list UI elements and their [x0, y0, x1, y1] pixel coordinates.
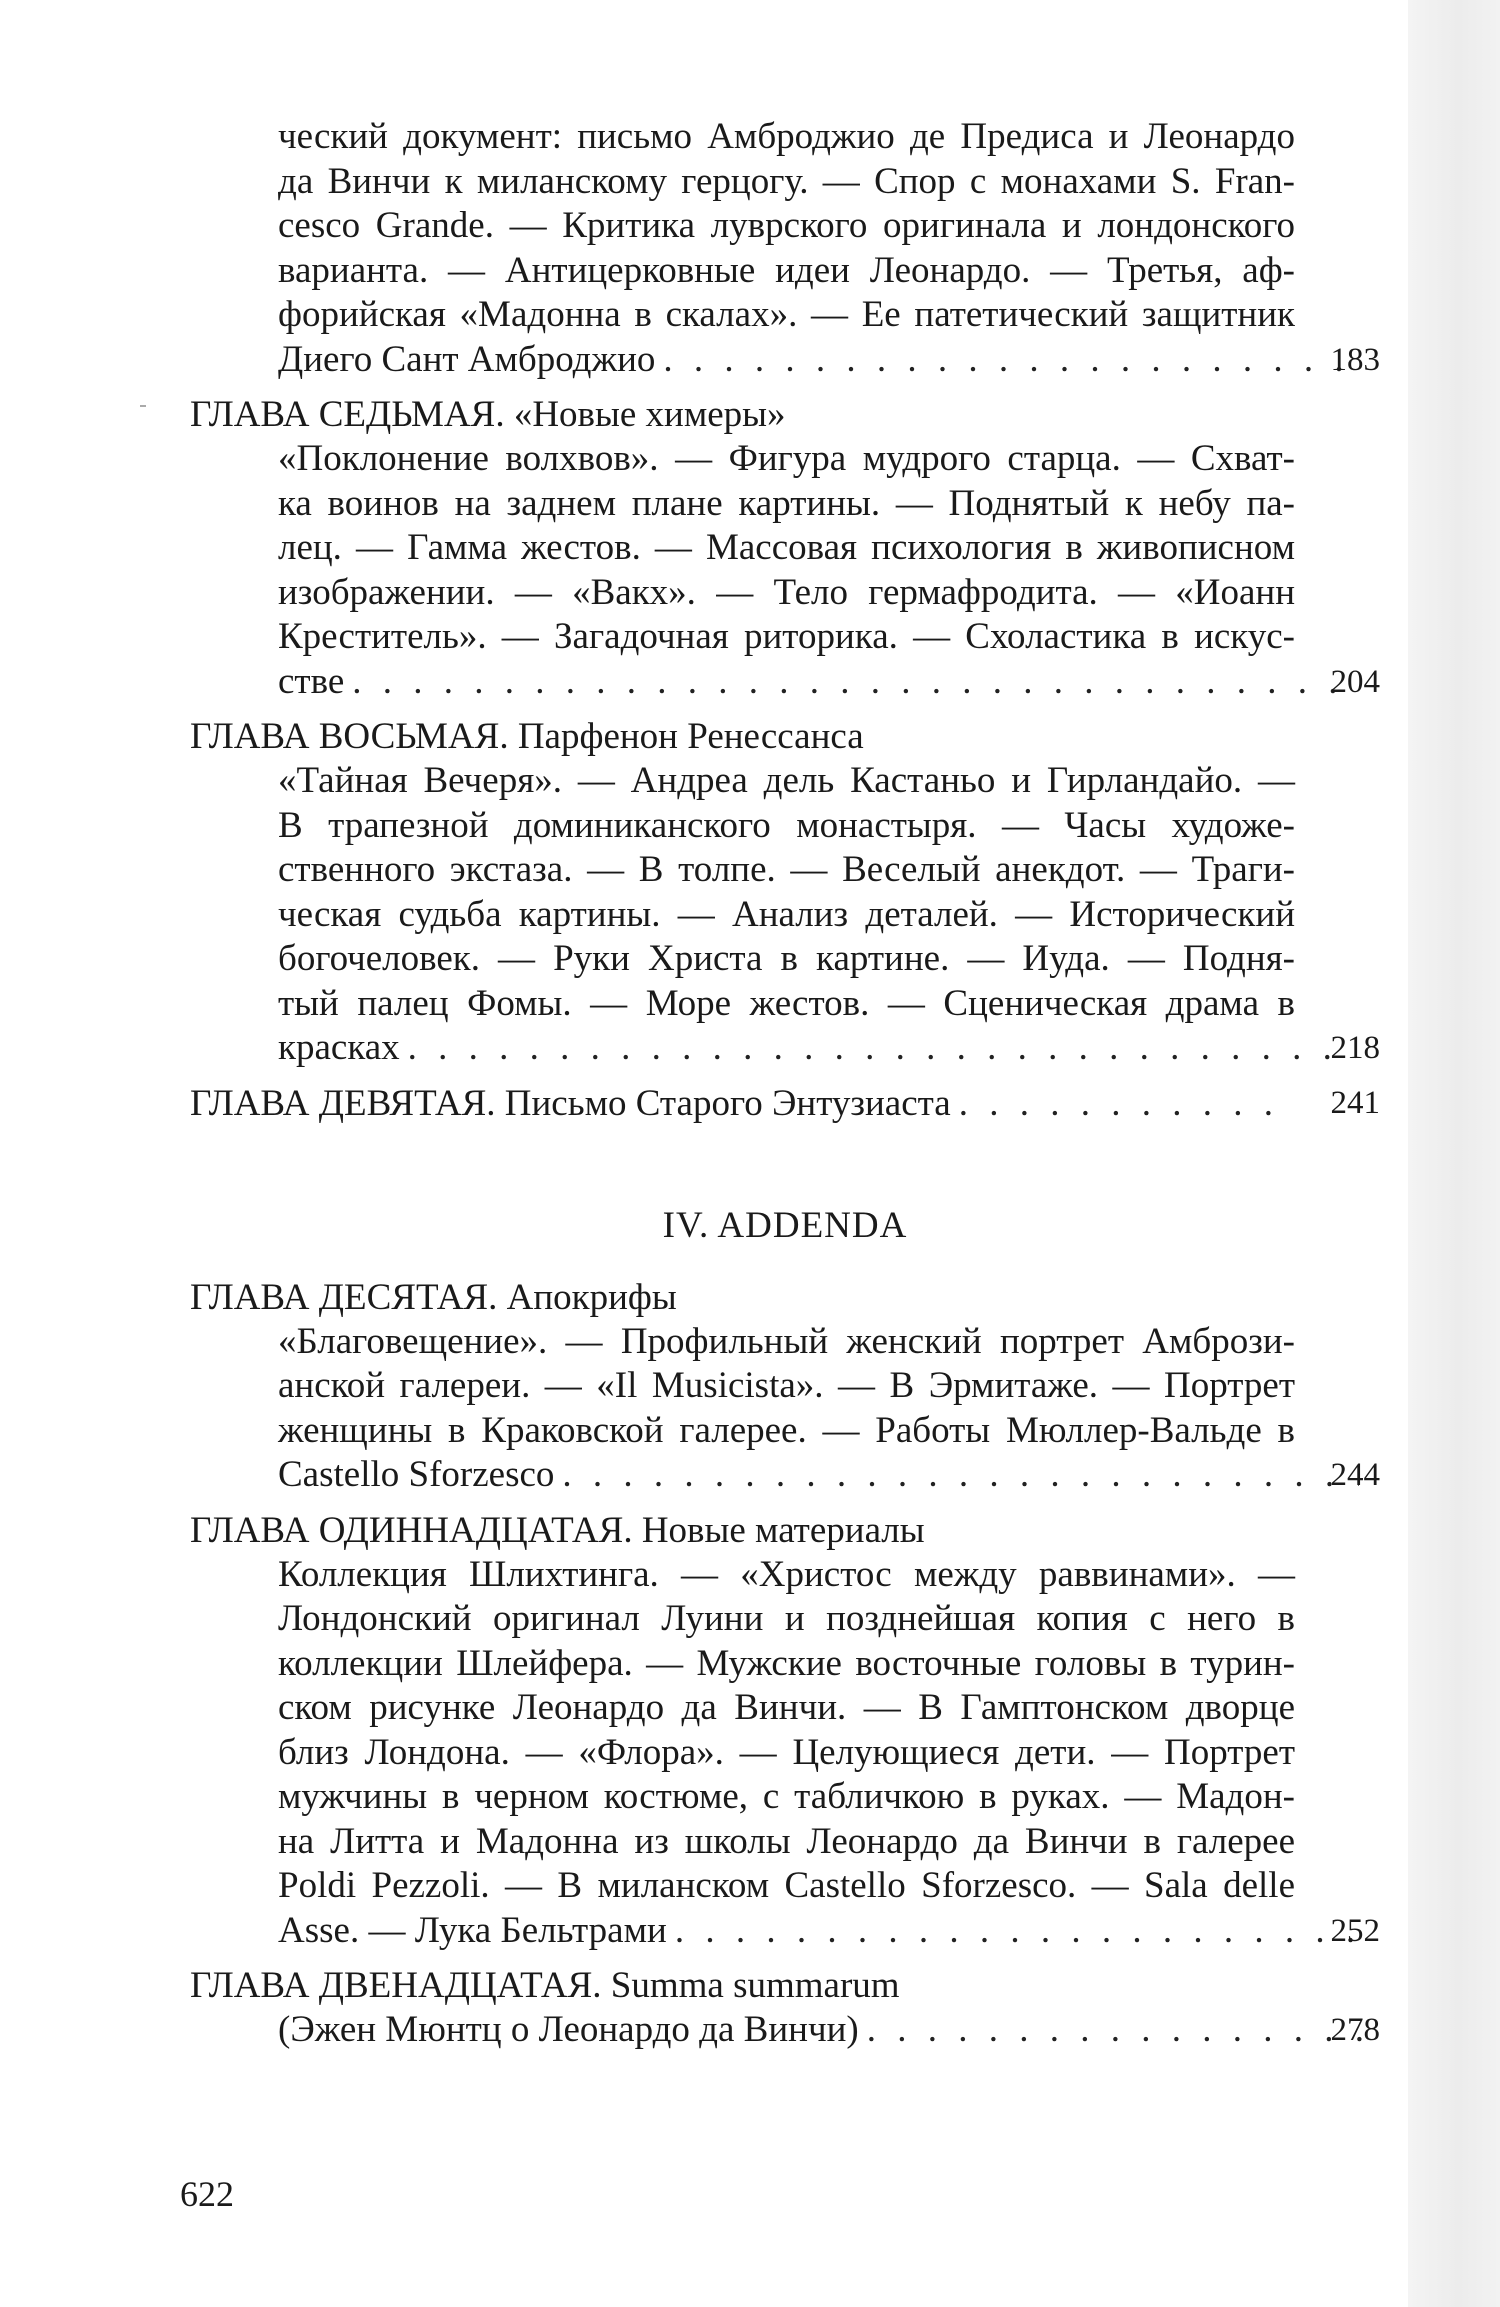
- last-line-text: (Эжен Мюнтц о Леонардо да Винчи): [278, 2009, 859, 2050]
- table-of-contents: [190, 115, 1380, 2053]
- description-last-line: [278, 1453, 1380, 1498]
- description-line: ческий документ: письмо Амброджио де Предиса и Леонардо: [278, 116, 1295, 157]
- description-line: cesco Grande. — Критика луврского оригинала и лондонского: [278, 205, 1295, 246]
- page-number: 252: [1330, 1912, 1380, 1949]
- page-number-folio: 622: [180, 2174, 234, 2214]
- chapter-heading: ГЛАВА СЕДЬМАЯ. «Новые химеры»: [190, 394, 786, 435]
- chapter-description: [278, 759, 1380, 1071]
- dot-leader: [959, 1081, 1284, 1126]
- page-number: 204: [1330, 663, 1380, 700]
- description-last-line: [278, 1909, 1380, 1954]
- description-line: ческая судьба картины. — Анализ деталей. — Исторический: [278, 893, 1295, 935]
- description-line: женщины в Краковской галерее. — Работы Мюллер-Вальде в: [278, 1409, 1295, 1451]
- description-line: Лондонский оригинал Луини и позднейшая копия с него в: [278, 1598, 1295, 1639]
- description-last-line: [278, 660, 1380, 705]
- description-line: ственного экстаза. — В толпе. — Веселый анекдот. — Траги-: [278, 849, 1295, 890]
- chapter-description: [278, 437, 1380, 704]
- last-line-text: Castello Sforzesco: [278, 1454, 555, 1495]
- last-line-text: Диего Сант Амброджио: [278, 338, 656, 380]
- last-line-text: стве: [278, 660, 345, 702]
- description-line: «Благовещение». — Профильный женский портрет Амбрози-: [278, 1320, 1295, 1362]
- chapter-description: [278, 115, 1380, 382]
- description-line: на Литта и Мадонна из школы Леонардо да Винчи в галерее: [278, 1820, 1295, 1862]
- description-line: «Поклонение волхвов». — Фигура мудрого старца. — Схват-: [278, 438, 1295, 479]
- dot-leader: [352, 660, 1355, 705]
- description-line: варианта. — Антицерковные идеи Леонардо. — Третья, аф-: [278, 249, 1295, 291]
- chapter-heading: ГЛАВА ДЕВЯТАЯ. Письмо Старого Энтузиаста: [190, 1082, 951, 1124]
- description-line: Креститель». — Загадочная риторика. — Схоластика в искус-: [278, 616, 1295, 657]
- chapter-heading: ГЛАВА ДВЕНАДЦАТАЯ. Summa summarum: [190, 1965, 900, 2006]
- dot-leader: [675, 1909, 1361, 1954]
- dot-leader: [663, 338, 1360, 383]
- toc-entry: [190, 1275, 1380, 1498]
- description-line: изображении. — «Вакх». — Тело гермафродита. — «Иоанн: [278, 571, 1295, 613]
- last-line-text: красках: [278, 1027, 400, 1068]
- description-last-line: [278, 2008, 1380, 2053]
- toc-entry: [190, 392, 1380, 704]
- description-last-line: [278, 1026, 1380, 1071]
- description-line: лец. — Гамма жестов. — Массовая психология в живописном: [278, 527, 1295, 568]
- dot-leader: [867, 2008, 1365, 2053]
- description-line: В трапезной доминиканского монастыря. — Часы художе-: [278, 804, 1295, 846]
- chapter-heading: ГЛАВА ОДИННАДЦАТАЯ. Новые материалы: [190, 1509, 925, 1551]
- chapter-heading-nine: [190, 1081, 1380, 1126]
- description-line: ском рисунке Леонардо да Винчи. — В Гамптонском дворце: [278, 1687, 1295, 1728]
- description-line: богочеловек. — Руки Христа в картине. — Иуда. — Подня-: [278, 938, 1295, 979]
- description-line: «Тайная Вечеря». — Андреа дель Кастаньо и Гирландайо. —: [278, 760, 1295, 801]
- toc-entry: [190, 1963, 1380, 2053]
- chapter-description: [278, 1320, 1380, 1498]
- dot-leader: [408, 1026, 1356, 1071]
- description-line: форийская «Мадонна в скалах». — Ее патетический защитник: [278, 294, 1295, 335]
- toc-entry: [190, 1508, 1380, 1954]
- page-number: 218: [1330, 1030, 1380, 1066]
- page-number: 183: [1330, 341, 1380, 378]
- description-line: Poldi Pezzoli. — В миланском Castello Sforzesco. — Sala delle: [278, 1865, 1295, 1906]
- dot-leader: [562, 1453, 1358, 1498]
- page-edge-shadow: [1408, 0, 1500, 2307]
- page-number: 244: [1330, 1457, 1380, 1493]
- margin-mark: [140, 405, 146, 407]
- section-heading: IV. ADDENDA: [662, 1204, 908, 1246]
- description-line: анской галереи. — «Il Musicista». — В Эрмитаже. — Портрет: [278, 1365, 1295, 1406]
- last-line-text: Asse. — Лука Бельтрами: [278, 1909, 667, 1951]
- description-line: Коллекция Шлихтинга. — «Христос между раввинами». —: [278, 1553, 1295, 1595]
- description-line: близ Лондона. — «Флора». — Целующиеся дети. — Портрет: [278, 1731, 1295, 1773]
- description-line: тый палец Фомы. — Море жестов. — Сценическая драма в: [278, 982, 1295, 1024]
- description-line: ка воинов на заднем плане картины. — Поднятый к небу па-: [278, 482, 1295, 524]
- description-line: да Винчи к миланскому герцогу. — Спор с монахами S. Fran-: [278, 160, 1295, 202]
- description-line: коллекции Шлейфера. — Мужские восточные головы в турин-: [278, 1642, 1295, 1684]
- chapter-heading: ГЛАВА ВОСЬМАЯ. Парфенон Ренессанса: [190, 716, 864, 757]
- page-number: 241: [1330, 1084, 1380, 1121]
- chapter-description: [278, 2008, 1380, 2053]
- toc-entry: [190, 714, 1380, 1071]
- chapter-heading: ГЛАВА ДЕСЯТАЯ. Апокрифы: [190, 1276, 677, 1318]
- description-line: мужчины в черном костюме, с табличкою в руках. — Мадон-: [278, 1776, 1295, 1817]
- description-last-line: [278, 338, 1380, 383]
- toc-entry: [190, 115, 1380, 382]
- chapter-description: [278, 1553, 1380, 1954]
- page-number: 278: [1330, 2012, 1380, 2048]
